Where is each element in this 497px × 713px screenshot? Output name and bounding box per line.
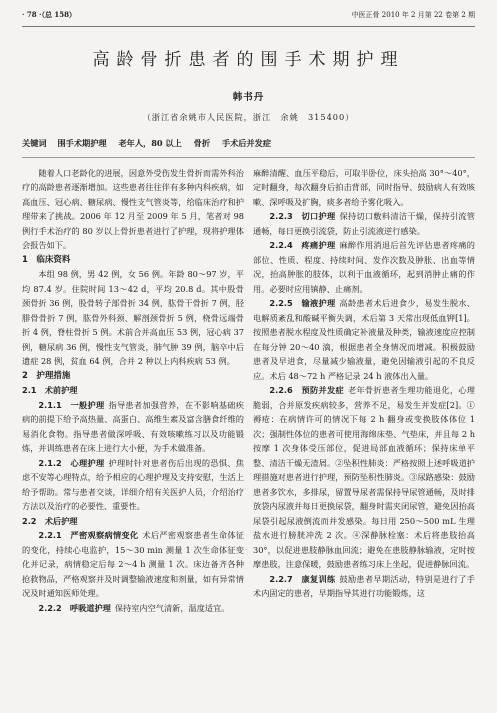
journal-info: 中医正骨 2010 年 2 月第 22 卷第 2 期 <box>351 10 475 19</box>
left-column <box>22 166 244 616</box>
section-heading: 2 护理措施 <box>22 370 71 381</box>
paragraph-heading: 2.2.7 康复训练 <box>269 573 336 584</box>
paragraph <box>22 601 244 616</box>
paragraph-text: 随着人口老龄化的进展，因意外受伤发生骨折而需外科治疗的高龄患者逐渐增加。这些患者往往伴有多种内科疾病，如高血压、冠心病、糖尿病、慢性支气管炎等，给临床治疗和护理带来了挑战。2006 年 12 月至 2009 年 5 月，笔者对 98 例行手术治疗的 80 岁以上骨折患者进行了护理，现将护理体会报告如下。 <box>22 167 244 250</box>
article-title: 高龄骨折患者的围手术期护理 <box>92 50 405 70</box>
paragraph-text: 麻醉清醒、血压平稳后，可取半卧位，床头抬高 30°～40°，定时翻身，每次翻身后拍击背部，同时指导、鼓励病人有效咳嗽、深呼吸及扩胸，痰多者给予雾化吸入。 <box>253 167 475 207</box>
paragraph-text: 高龄患者术后进食少，易发生脱水、电解质紊乱和酸碱平衡失调，术后第 3 天常出现低血钾[1]。按照患者脱水程度及性质确定补液量及种类，输液速度应控制在每分钟 20～40 滴，根据患者全身情况而增减。积极鼓励患者及早进食，尽量减少输液量，避免因输液引起的不良反应。术后 48～72 h 严格记录 24 h 液体出入量。 <box>253 298 475 381</box>
keyword: 老年人，80 以上 <box>118 138 182 148</box>
paragraph-heading: 2.1.1 一般护理 <box>38 399 105 410</box>
author-affiliation: （浙江省余姚市人民医院，浙江 余姚 315400） <box>142 111 355 122</box>
keyword: 手术后并发症 <box>221 138 272 148</box>
paragraph-heading: 2.2.5 输液护理 <box>269 298 336 308</box>
paragraph-heading: 2.2.1 严密观察病情变化 <box>38 530 139 540</box>
page-number: · 78 ·（总 158） <box>22 9 77 19</box>
paragraph <box>253 383 475 572</box>
paragraph-text: 指导患者加强营养，在不影响基础疾病的前提下给予高热量、高蛋白、高维生素及富含膳食纤维的易消化食物。指导患者做深呼吸、有效咳嗽练习以及功能锻炼，并训练患者在床上进行大小便，为手术做准备。 <box>22 399 244 453</box>
right-column <box>253 166 475 616</box>
keyword: 围手术期护理 <box>57 138 107 148</box>
paragraph <box>22 267 244 369</box>
paragraph <box>22 398 244 456</box>
paragraph-text: 护理时针对患者伤后出现的恐惧、焦虑不安等心理特点，给予相应的心理护理及支持安慰，生活上给予帮助。常与患者交谈，详细介绍有关医护人员，介绍治疗方法以及治疗的必要性、重要性。 <box>22 457 244 511</box>
running-header <box>22 8 475 22</box>
paragraph-heading: 2.2.4 疼痛护理 <box>269 240 336 250</box>
keywords-label: 关键词 <box>22 138 47 148</box>
paragraph <box>253 296 475 383</box>
header-rule <box>22 26 475 27</box>
paragraph <box>22 166 244 253</box>
paragraph-text: 麻醉作用消退后首先评估患者疼痛的部位、性质、程度、持续时间、发作次数及肿胀、出血等情况，抬高肿胀的肢体，以利于血液循环，起到消肿止痛的作用。必要时应用镇静、止痛剂。 <box>253 240 475 294</box>
paragraph-heading: 2.1.2 心理护理 <box>38 457 105 468</box>
paragraph <box>22 528 244 601</box>
subsection-heading: 2.2 术后护理 <box>22 515 78 526</box>
section-heading: 1 临床资料 <box>22 254 71 265</box>
article-author: 韩书丹 <box>232 92 265 103</box>
paragraph <box>253 238 475 296</box>
paragraph <box>253 209 475 238</box>
paragraph-heading: 2.2.6 预防并发症 <box>269 385 344 395</box>
subsection-heading: 2.1 术前护理 <box>22 385 78 395</box>
paragraph-text: 鼓励患者早期活动，特别是进行了手术内固定的患者，早期指导其进行功能锻炼，这 <box>253 573 475 598</box>
paragraph <box>253 166 475 210</box>
paragraph <box>253 572 475 601</box>
paragraph-text: 本组 98 例，男 42 例，女 56 例。年龄 80～97 岁，平均 87.4 岁。住院时间 13～42 d，平均 20.8 d。其中股骨颈骨折 36 例，股骨转子部骨折 34 例，肱骨干骨折 7 例，胫腓骨骨折 7 例，肱骨外科颈、解剖颈骨折 5 例，桡骨远端骨折 4 例，脊柱骨折 5 例。术前合并高血压 53 例，冠心病 37 例，糖尿病 36 例，慢性支气管炎，肺气肿 39 例，脑卒中后遗症 28 例，贫血 64 例，合并 2 种以上内科疾病 53 例。 <box>22 269 244 366</box>
paragraph-heading: 2.2.3 切口护理 <box>269 211 336 221</box>
paragraph-text: 保持室内空气清新，温度适宜。 <box>114 602 230 613</box>
body-columns <box>22 166 475 616</box>
paragraph <box>22 456 244 514</box>
paragraph-text: 保持切口敷料清洁干燥，保持引流管通畅，每日更换引流袋，防止引流液逆行感染。 <box>253 211 475 236</box>
paragraph-heading: 2.2.2 呼吸道护理 <box>38 602 111 613</box>
paragraph-text: 老年骨折患者生理功能退化，心理脆弱，合并原发疾病较多，营养不足，易发生并发症[2]。①褥疮：在病情许可的情况下每 2 h 翻身或变换肢体体位 1 次；强制性体位的患者可使用海绵床垫、气垫床，并且每 2 h 按摩 1 次身体受压部位，促进局部血液循环；保持床单平整、清洁干燥无渣屑。②坠积性肺炎：严格按照上述呼吸道护理措施对患者进行护理，预防坠积性肺炎。③尿路感染：鼓励患者多饮水，多排尿，留置导尿者需保持导尿管通畅，及时排放袋内尿液并每日更换尿袋，翻身时需夹闭尿管，避免因抬高尿袋引起尿液倒流而并发感染。每日用 250～500 mL 生理盐水进行膀胱冲洗 2 次。④深静脉栓塞：术后将患肢抬高 30°，以促进患肢静脉血回流；避免在患肢静脉输液，定时按摩患肢，注意保暖，鼓励患者练习床上坐起，促进静脉回流。 <box>253 385 475 569</box>
keyword: 骨折 <box>193 138 211 148</box>
keywords-line <box>22 136 475 158</box>
paragraph-text: 术后严密观察患者生命体征的变化，持续心电监护，15～30 min 测量 1 次生命体征变化并记录，病情稳定后每 2～4 h 测量 1 次。床边备齐各种抢救物品，严格观察并及时调整输液速度和剂量，如有异常情况及时通知医师处理。 <box>22 530 244 598</box>
